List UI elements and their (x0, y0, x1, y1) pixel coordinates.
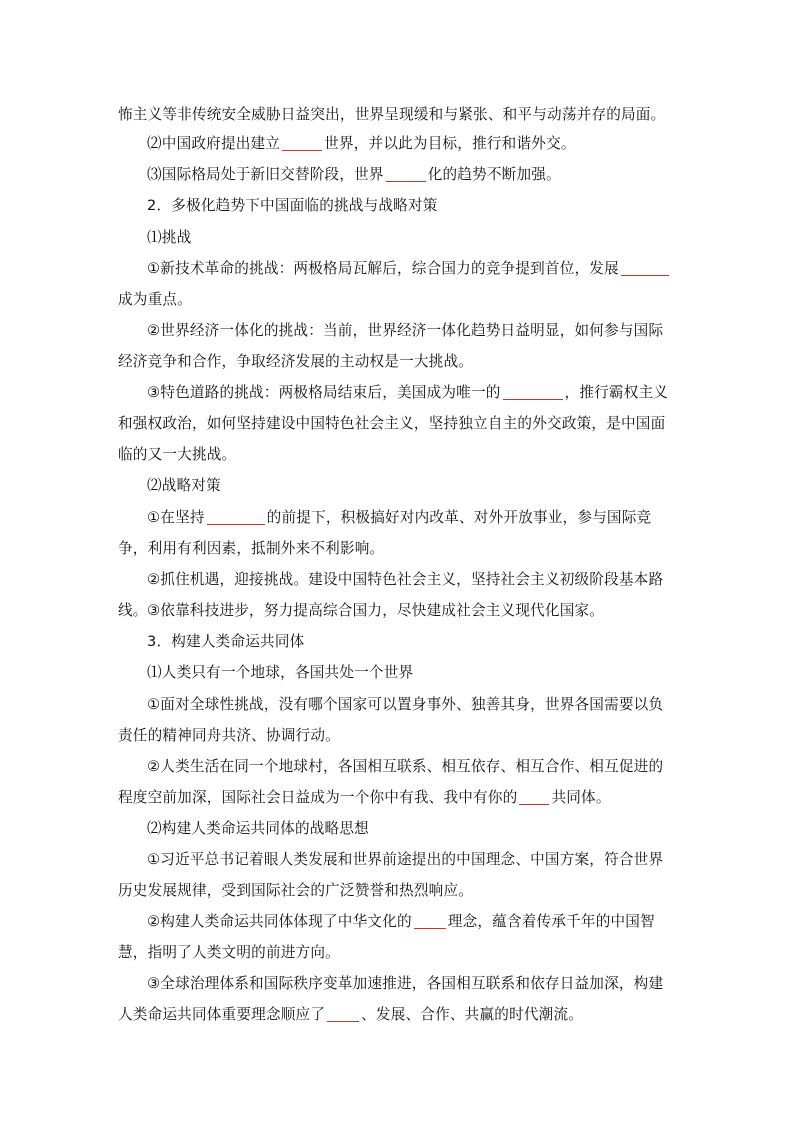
paragraph (118, 253, 676, 315)
paragraph-text: ③依靠科技进步，努力提高综合国力，尽快建成社会主义现代化国家。 (147, 602, 605, 619)
fill-in-blank (386, 165, 426, 182)
fill-in-blank (621, 259, 669, 276)
paragraph (118, 128, 676, 159)
fill-in-blank (519, 788, 549, 805)
paragraph-text: 成为重点。 (118, 291, 192, 308)
section-heading (118, 626, 676, 657)
paragraph (118, 377, 676, 470)
paragraph (118, 844, 676, 906)
paragraph-text: 共同体。 (551, 789, 611, 806)
paragraph-text: 理念，蕴含着传承千年的中国智慧，指明了人类文明的前进方向。 (118, 913, 655, 961)
fill-in-blank (207, 508, 265, 525)
paragraph-text: ③全球治理体系和国际秩序变革加速推进，各国相互联系和依存日益加深，构建人类命运共同体重要理念顺应了 (118, 975, 664, 1023)
subheading (118, 222, 676, 253)
paragraph (118, 906, 676, 968)
paragraph-text: 的前提下，积极搞好对内改革、对外开放事业，参与国际竞争，利用有利因素，抵制外来不利影响。 (118, 509, 652, 557)
paragraph-text: ，推行霸权主义和强权政治，如何坚持建设中国特色社会主义，坚持独立自主的外交政策，是中国面临的又一大挑战。 (118, 384, 669, 463)
paragraph-text: 化的趋势不断加强。 (427, 166, 561, 183)
fill-in-blank (327, 1005, 359, 1022)
subheading (118, 813, 676, 844)
paragraph-text: ①在坚持 (147, 509, 205, 526)
paragraph-text: ⑵中国政府提出建立 (147, 135, 281, 152)
paragraph (118, 159, 676, 190)
paragraph (118, 968, 676, 1030)
fill-in-blank (414, 912, 446, 929)
paragraph-text: ②构建人类命运共同体体现了中华文化的 (147, 913, 412, 930)
paragraph (118, 689, 676, 751)
paragraph-text: ⑵构建人类命运共同体的战略思想 (147, 820, 369, 837)
paragraph-text: ②世界经济一体化的挑战：当前，世界经济一体化趋势日益明显，如何参与国际经济竞争和合作，争取经济发展的主动权是一大挑战。 (118, 322, 664, 370)
paragraph-text: ②抓住机遇，迎接挑战。建设中国特色社会主义，坚持社会主义初级阶段基本路线。 (118, 571, 664, 619)
paragraph (118, 502, 676, 564)
paragraph-text: 2．多极化趋势下中国面临的挑战与战略对策 (147, 197, 438, 214)
paragraph (118, 751, 676, 813)
section-heading (118, 190, 676, 221)
fill-in-blank (282, 134, 322, 151)
paragraph-text: 世界，并以此为目标，推行和谐外交。 (324, 135, 576, 152)
paragraph (118, 99, 676, 130)
paragraph-text: ③特色道路的挑战：两极格局结束后，美国成为唯一的 (147, 384, 501, 401)
paragraph-text: ②人类生活在同一个地球村，各国相互联系、相互依存、相互合作、相互促进的程度空前加深，国际社会日益成为一个你中有我、我中有你的 (118, 758, 664, 806)
paragraph (118, 315, 676, 377)
paragraph-text: ⑴人类只有一个地球，各国共处一个世界 (147, 664, 414, 681)
subheading (118, 470, 676, 501)
paragraph (118, 595, 676, 626)
paragraph-text: ①新技术革命的挑战：两极格局瓦解后，综合国力的竞争提到首位，发展 (147, 260, 619, 277)
fill-in-blank (503, 383, 563, 400)
paragraph-text: ⑵战略对策 (147, 477, 221, 494)
paragraph-text: ①习近平总书记着眼人类发展和世界前途提出的中国理念、中国方案，符合世界历史发展规律，受到国际社会的广泛赞誉和热烈响应。 (118, 851, 664, 899)
paragraph-text: ⑴挑战 (147, 229, 192, 246)
paragraph-text: 怖主义等非传统安全威胁日益突出，世界呈现缓和与紧张、和平与动荡并存的局面。 (118, 106, 666, 123)
subheading (118, 657, 676, 688)
paragraph-text: ⑶国际格局处于新旧交替阶段，世界 (147, 166, 384, 183)
paragraph-text: ①面对全球性挑战，没有哪个国家可以置身事外、独善其身，世界各国需要以负责任的精神同舟共济、协调行动。 (118, 696, 664, 744)
paragraph-text: 、发展、合作、共赢的时代潮流。 (361, 1006, 584, 1023)
paragraph-text: 3．构建人类命运共同体 (147, 633, 305, 650)
